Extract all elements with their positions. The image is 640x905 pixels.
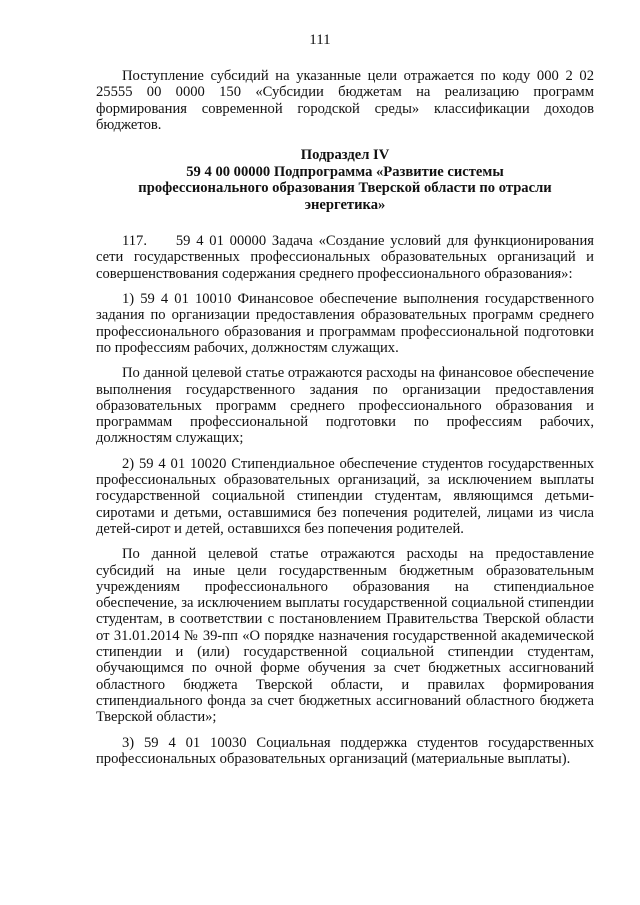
document-body — [96, 68, 594, 767]
paragraph-item-2: 2) 59 4 01 10020 Стипендиальное обеспечение студентов государственных профессиональных образовательных организаций, за исключением выплаты государственной социальной стипендии студентам, являющимся детьми-сиротами и детьми, оставшимися без попечения родителей, лицами из числа детей-сирот и детей, оставшихся без попечения родителей. — [96, 455, 594, 537]
paragraph-task-117: 117. 59 4 01 00000 Задача «Создание условий для функционирования сети государственных профессиональных образовательных организаций и совершенствования содержания среднего профессионального образования»: — [96, 233, 594, 282]
paragraph-item-1: 1) 59 4 01 10010 Финансовое обеспечение выполнения государственного задания по организации предоставления образовательных программ среднего профессионального образования и программам профессиональной подготовки по профессиям рабочих, должностям служащих. — [96, 291, 594, 356]
subsection-heading — [96, 147, 594, 213]
subsection-heading-line-1: 59 4 00 00000 Подпрограмма «Развитие системы — [186, 163, 504, 180]
subsection-heading-line-3: энергетика» — [304, 196, 386, 213]
spacer — [96, 213, 594, 233]
paragraph-item-2-description: По данной целевой статье отражаются расходы на предоставление субсидий на иные цели государственным бюджетным образовательным учреждениям профессионального образования на стипендиальное обеспечение, за исключением выплаты государственной социальной стипендии студентам, в соответствии с постановлением Правительства Тверской области от 31.01.2014 № 39-пп «О порядке назначения государственной академической стипендии и (или) государственной социальной стипендии студентам, обучающимся по очной форме обучения за счет бюджетных ассигнований областного бюджета Тверской области, и правилах формирования стипендиального фонда за счет бюджетных ассигнований областного бюджета Тверской области»; — [96, 546, 594, 726]
page-number: 111 — [309, 32, 331, 48]
subsection-heading-line-2: профессионального образования Тверской области по отрасли — [138, 180, 552, 197]
subsection-title: Подраздел IV — [300, 147, 390, 164]
intro-paragraph: Поступление субсидий на указанные цели отражается по коду 000 2 02 25555 00 0000 150 «Субсидии бюджетам на реализацию программ формирования современной городской среды» классификации доходов бюджетов. — [96, 68, 594, 133]
paragraph-item-1-description: По данной целевой статье отражаются расходы на финансовое обеспечение выполнения государственного задания по организации предоставления образовательных программ среднего профессионального образования и программам профессиональной подготовки по профессиям рабочих, должностям служащих; — [96, 365, 594, 447]
paragraph-item-3: 3) 59 4 01 10030 Социальная поддержка студентов государственных профессиональных образовательных организаций (материальные выплаты). — [96, 734, 594, 767]
